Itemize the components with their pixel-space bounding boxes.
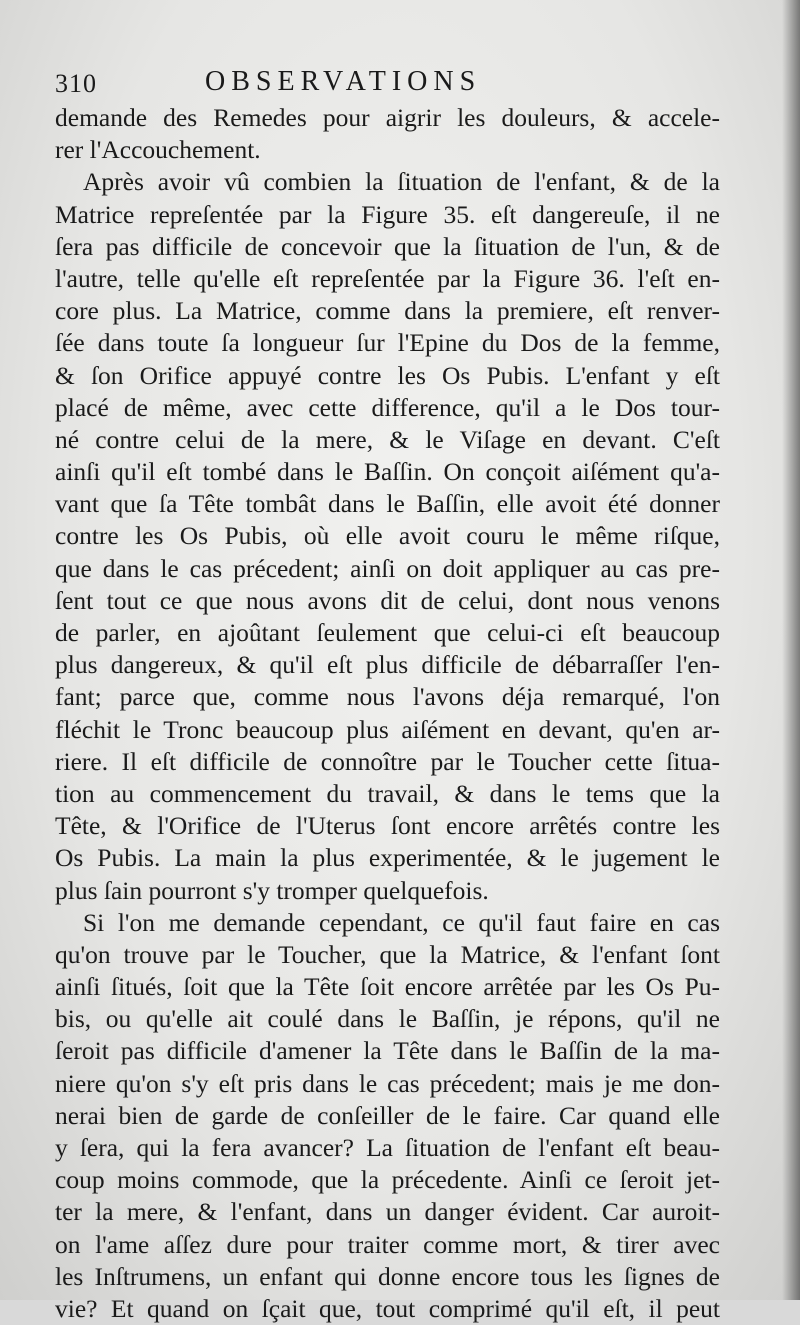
text-line: tion au commencement du travail, & dans le tems que la xyxy=(55,778,720,808)
text-line: y ſera, qui la fera avancer? La ſituation de l'enfant eſt beau- xyxy=(55,1133,720,1162)
text-line: les Inſtrumens, un enfant qui donne encore tous les ſignes de xyxy=(55,1261,720,1291)
page-header xyxy=(55,66,720,102)
text-line: placé de même, avec cette difference, qu'il a le Dos tour- xyxy=(55,392,720,422)
text-line: vant que ſa Tête tombât dans le Baſſin, elle avoit été donner xyxy=(55,489,720,519)
text-line: ſera pas difficile de concevoir que la ſituation de l'un, & de xyxy=(55,231,720,261)
text-block xyxy=(55,66,720,1325)
text-line: ſeroit pas difficile d'amener la Tête dans le Baſſin de la ma- xyxy=(55,1036,720,1066)
text-line: Matrice repreſentée par la Figure 35. eſt dangereuſe, il ne xyxy=(55,199,720,229)
text-line: ter la mere, & l'enfant, dans un danger évident. Car auroit- xyxy=(55,1197,720,1227)
text-line: coup moins commode, que la précedente. Ainſi ce ſeroit jet- xyxy=(55,1165,720,1195)
text-line: Après avoir vû combien la ſituation de l'enfant, & de la xyxy=(83,167,720,197)
text-line: fant; parce que, comme nous l'avons déja remarqué, l'on xyxy=(55,682,720,712)
text-line: & ſon Orifice appuyé contre les Os Pubis. L'enfant y eſt xyxy=(55,360,720,390)
text-line: né contre celui de la mere, & le Viſage en devant. C'eſt xyxy=(55,424,720,454)
text-line: ainſi qu'il eſt tombé dans le Baſſin. On conçoit aiſément qu'a- xyxy=(55,457,720,487)
text-line: plus dangereux, & qu'il eſt plus difficile de débarraſſer l'en- xyxy=(55,650,720,680)
text-line: core plus. La Matrice, comme dans la premiere, eſt renver- xyxy=(55,296,720,326)
text-line: Os Pubis. La main la plus experimentée, & le jugement le xyxy=(55,843,720,873)
text-line: nerai bien de garde de conſeiller de le faire. Car quand elle xyxy=(55,1100,720,1130)
page-edge-shadow xyxy=(782,0,800,1300)
text-line: de parler, en ajoûtant ſeulement que celui-ci eſt beaucoup xyxy=(55,618,720,647)
text-line: qu'on trouve par le Toucher, que la Matrice, & l'enfant ſont xyxy=(55,939,720,969)
text-line: plus ſain pourront s'y tromper quelquefois. xyxy=(55,875,489,905)
text-line: bis, ou qu'elle ait coulé dans le Baſſin, je répons, qu'il ne xyxy=(55,1004,720,1034)
text-line: contre les Os Pubis, où elle avoit couru le même riſque, xyxy=(55,521,720,551)
text-line: que dans le cas précedent; ainſi on doit appliquer au cas pre- xyxy=(55,553,720,583)
text-line: Si l'on me demande cependant, ce qu'il faut faire en cas xyxy=(83,907,720,937)
body-text xyxy=(55,102,720,1325)
text-line: fléchit le Tronc beaucoup plus aiſément en devant, qu'en ar- xyxy=(55,714,720,744)
text-line: l'autre, telle qu'elle eſt repreſentée par la Figure 36. l'eſt en- xyxy=(55,263,720,293)
running-title: OBSERVATIONS xyxy=(205,66,482,97)
text-line: ſent tout ce que nous avons dit de celui, dont nous venons xyxy=(55,585,720,615)
page-number: 310 xyxy=(55,69,97,98)
text-line: rer l'Accouchement. xyxy=(55,135,261,165)
text-line: riere. Il eſt difficile de connoître par le Toucher cette ſitua- xyxy=(55,746,720,776)
text-line: ainſi ſitués, ſoit que la Tête ſoit encore arrêtée par les Os Pu- xyxy=(55,972,720,1002)
text-line: vie? Et quand on ſçait que, tout comprimé qu'il eſt, il peut xyxy=(55,1293,720,1323)
text-line: ſée dans toute ſa longueur ſur l'Epine du Dos de la femme, xyxy=(55,328,720,358)
text-line: on l'ame aſſez dure pour traiter comme mort, & tirer avec xyxy=(55,1229,720,1259)
text-line: Tête, & l'Orifice de l'Uterus ſont encore arrêtés contre les xyxy=(55,811,720,841)
text-line: demande des Remedes pour aigrir les douleurs, & accele- xyxy=(55,103,720,132)
text-line: niere qu'on s'y eſt pris dans le cas précedent; mais je me don- xyxy=(55,1068,720,1098)
